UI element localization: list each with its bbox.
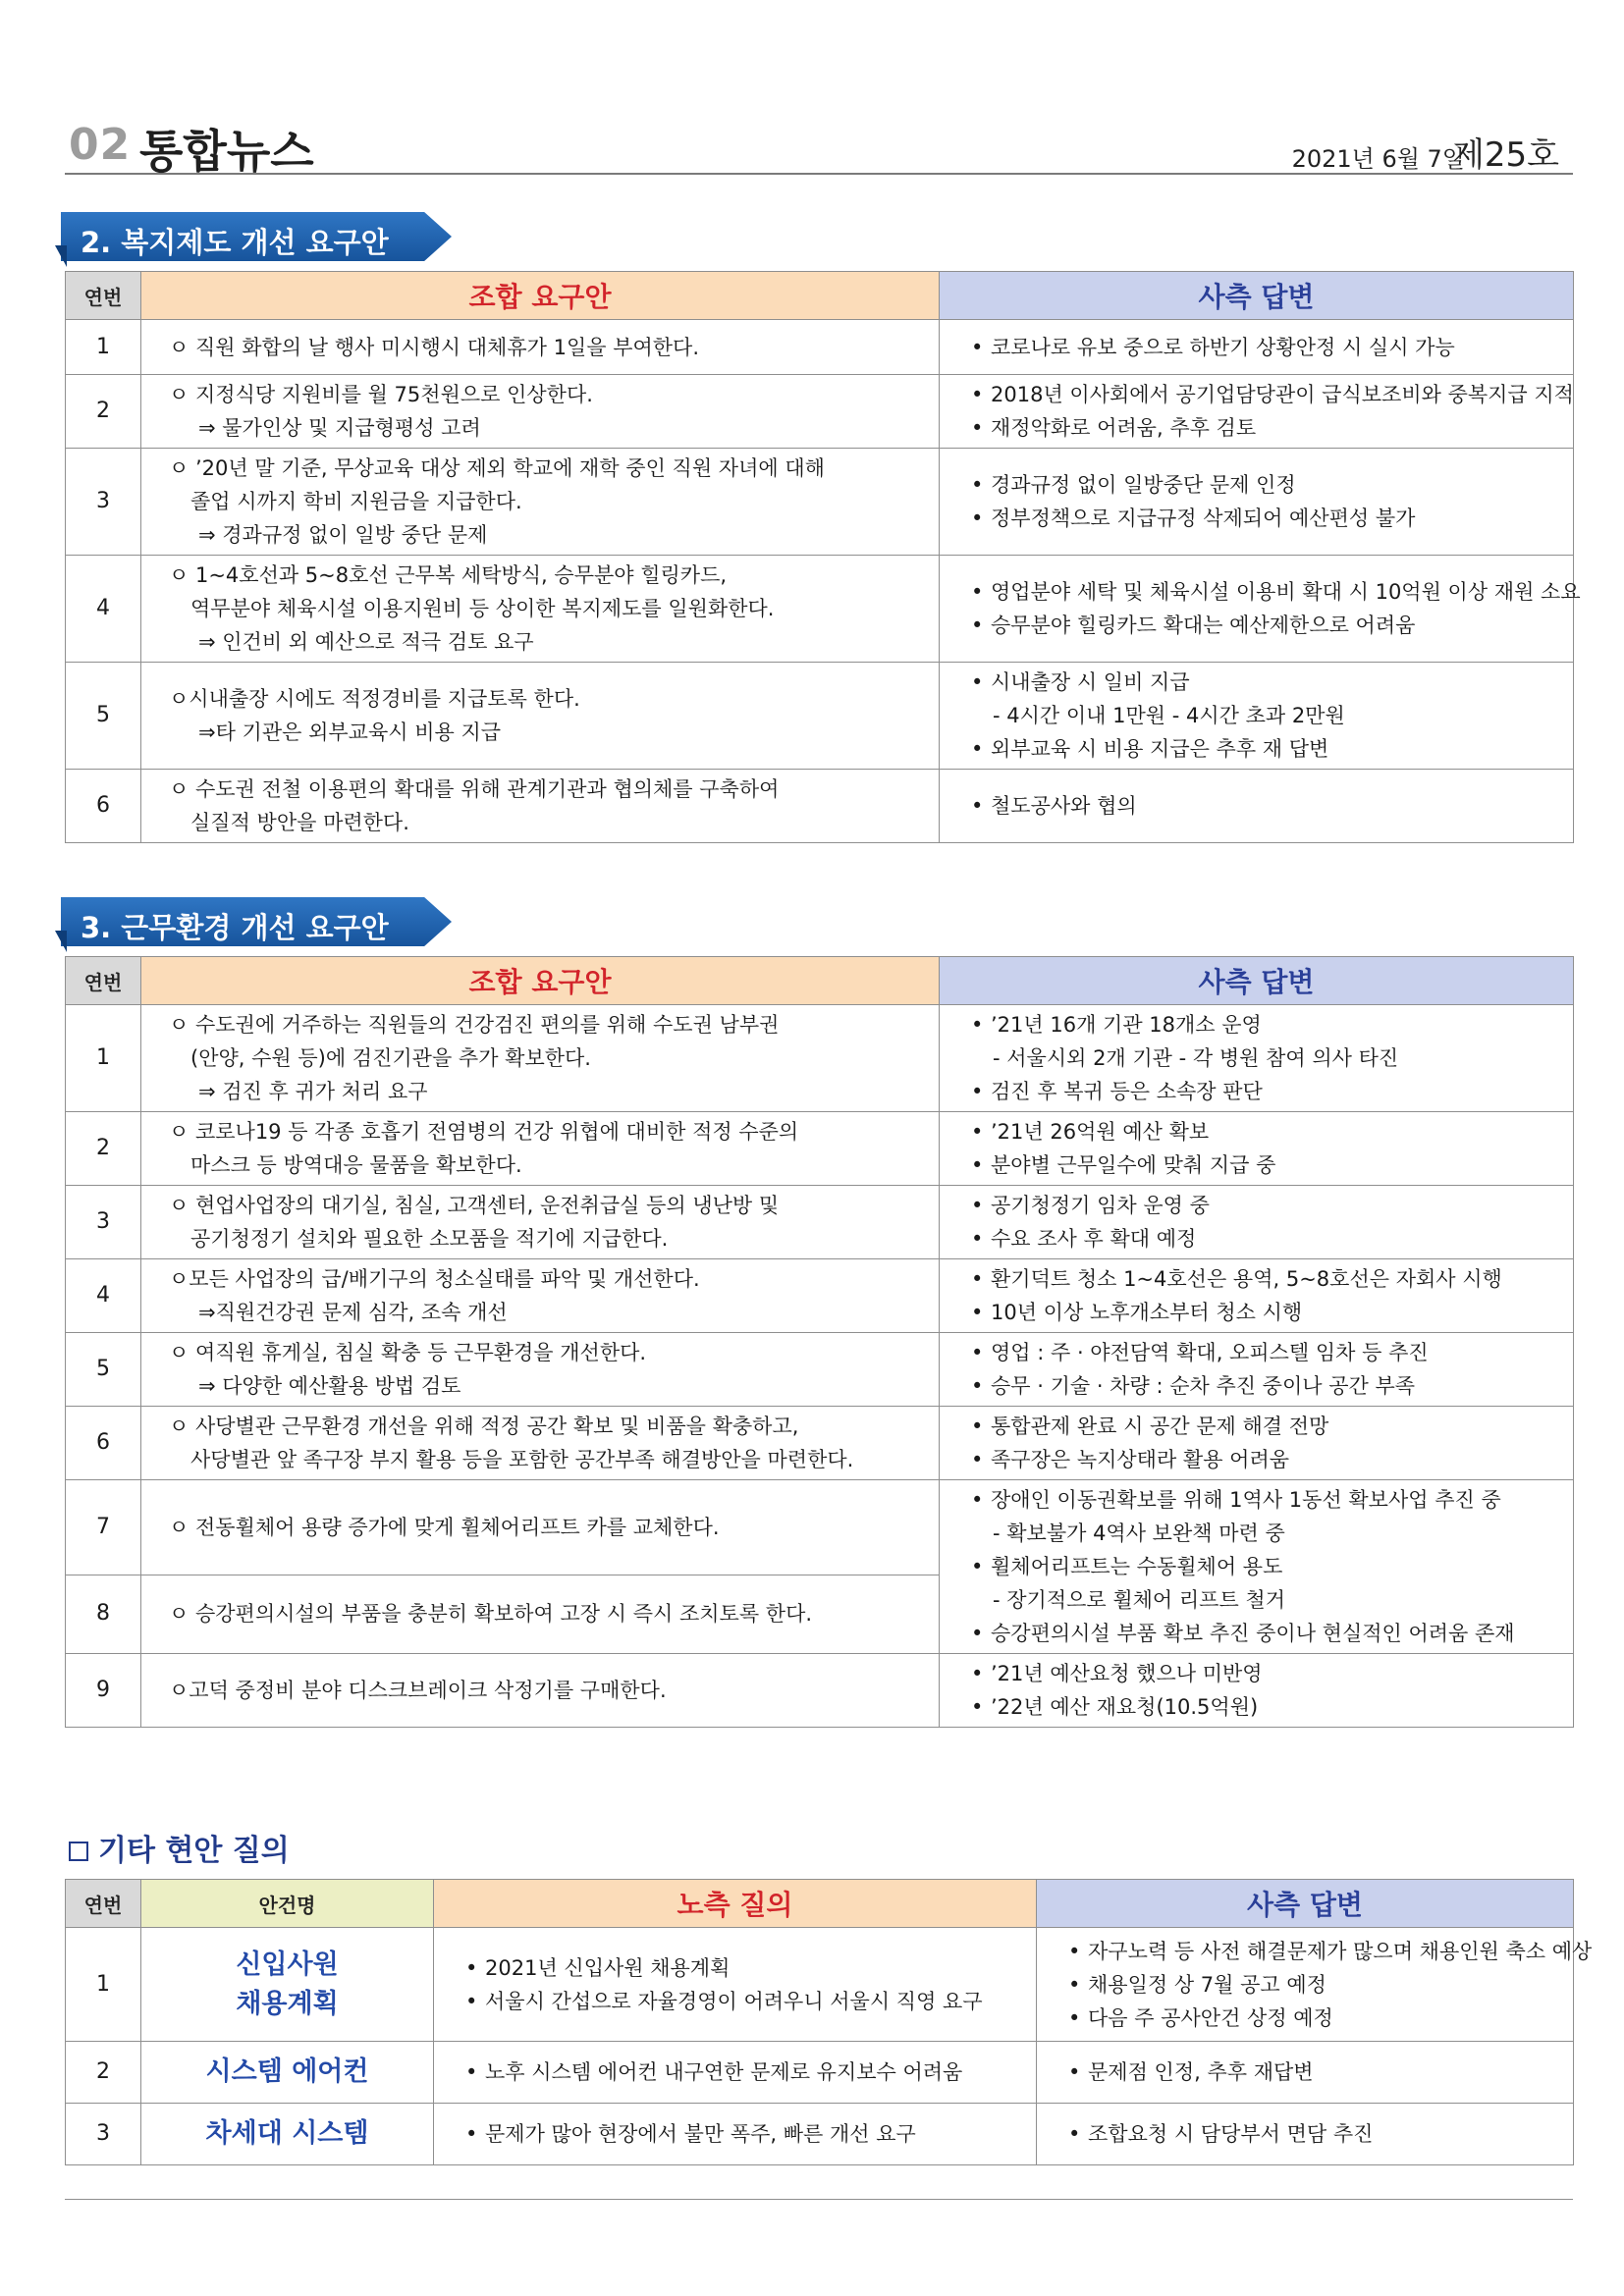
reply-cell bbox=[940, 1654, 1574, 1728]
reply-cell bbox=[940, 1259, 1574, 1333]
reply-bullet: • 외부교육 시 비용 지급은 추후 재 답변 bbox=[971, 732, 1567, 766]
page-title: 통합뉴스 bbox=[139, 125, 314, 178]
demand-line: ⇒ 다양한 예산활용 방법 검토 bbox=[198, 1374, 461, 1398]
table-row bbox=[66, 1480, 1574, 1575]
demand-cell bbox=[141, 1186, 940, 1259]
demand-line: ⇒타 기관은 외부교육시 비용 지급 bbox=[198, 721, 502, 744]
reply-cell bbox=[1037, 1928, 1593, 2042]
demand-cell bbox=[141, 1654, 940, 1728]
reply-bullet: • 영업분야 세탁 및 체육시설 이용비 확대 시 10억원 이상 재원 소요 bbox=[971, 575, 1567, 609]
reply-bullet: • 10년 이상 노후개소부터 청소 시행 bbox=[971, 1296, 1567, 1329]
topic-name: 시스템 에어컨 bbox=[205, 2056, 369, 2087]
reply-bullet: • ’22년 예산 재요청(10.5억원) bbox=[971, 1690, 1567, 1724]
col-union-header: 조합 요구안 bbox=[141, 957, 940, 1005]
demand-line: ㅇ 지정식당 지원비를 월 75천원으로 인상한다. bbox=[169, 383, 593, 406]
row-number: 3 bbox=[66, 2104, 141, 2165]
question-cell bbox=[434, 2042, 1037, 2104]
demand-cell bbox=[141, 556, 940, 663]
demand-line: ㅇ모든 사업장의 급/배기구의 청소실태를 파악 및 개선한다. bbox=[169, 1267, 700, 1291]
question-cell bbox=[434, 1928, 1037, 2042]
table-row bbox=[66, 320, 1574, 375]
reply-bullet: • 서울시 간섭으로 자율경영이 어려우니 서울시 직영 요구 bbox=[465, 1985, 1030, 2018]
other-issues-title: 기타 현안 질의 bbox=[98, 1834, 290, 1868]
table-header-row bbox=[66, 957, 1574, 1005]
demand-line: ㅇ 1~4호선과 5~8호선 근무복 세탁방식, 승무분야 힐링카드, bbox=[169, 563, 728, 587]
reply-cell bbox=[940, 1333, 1574, 1407]
table-row bbox=[66, 1259, 1574, 1333]
row-number: 8 bbox=[66, 1575, 141, 1653]
reply-bullet: • 휠체어리프트는 수동휠체어 용도 bbox=[971, 1550, 1567, 1583]
reply-bullet: • 조합요청 시 담당부서 면담 추진 bbox=[1068, 2117, 1567, 2151]
demand-line: (안양, 수원 등)에 검진기관을 추가 확보한다. bbox=[190, 1046, 591, 1070]
reply-bullet: • 2018년 이사회에서 공기업담당관이 급식보조비와 중복지급 지적 bbox=[971, 378, 1567, 411]
row-number: 2 bbox=[66, 375, 141, 449]
col-num-header: 연번 bbox=[66, 1880, 141, 1928]
reply-cell bbox=[940, 770, 1574, 843]
reply-bullet: • 통합관제 완료 시 공간 문제 해결 전망 bbox=[971, 1410, 1567, 1443]
reply-bullet: • 검진 후 복귀 등은 소속장 판단 bbox=[971, 1075, 1567, 1108]
demand-line: ㅇ 승강편의시설의 부품을 충분히 확보하여 고장 시 즉시 조치토록 한다. bbox=[169, 1602, 813, 1627]
topic-name: 채용계획 bbox=[236, 1988, 339, 2019]
other-issues-table bbox=[65, 1879, 1593, 2165]
table-row bbox=[66, 1654, 1574, 1728]
demand-line: ㅇ시내출장 시에도 적정경비를 지급토록 한다. bbox=[169, 687, 580, 711]
demand-line: ⇒ 물가인상 및 지급형평성 고려 bbox=[198, 416, 481, 440]
col-topic-header: 안건명 bbox=[141, 1880, 434, 1928]
reply-cell bbox=[940, 663, 1574, 770]
reply-cell bbox=[940, 1112, 1574, 1186]
table-row bbox=[66, 2104, 1574, 2165]
environment-table bbox=[65, 956, 1574, 1728]
issue-number: 제25호 bbox=[1452, 135, 1559, 175]
row-number: 2 bbox=[66, 2042, 141, 2104]
topic-cell bbox=[141, 2104, 434, 2165]
demand-line: ㅇ 여직원 휴게실, 침실 확충 등 근무환경을 개선한다. bbox=[169, 1341, 647, 1364]
topic-name: 신입사원 bbox=[236, 1949, 339, 1980]
section-title: 2. 복지제도 개선 요구안 bbox=[81, 226, 389, 259]
reply-bullet: • 노후 시스템 에어컨 내구연한 문제로 유지보수 어려움 bbox=[465, 2056, 1030, 2089]
question-cell bbox=[434, 2104, 1037, 2165]
footer-divider bbox=[65, 2199, 1573, 2200]
row-number: 6 bbox=[66, 1407, 141, 1480]
reply-bullet: • 족구장은 녹지상태라 활용 어려움 bbox=[971, 1443, 1567, 1476]
demand-cell bbox=[141, 1259, 940, 1333]
table-row bbox=[66, 770, 1574, 843]
demand-cell bbox=[141, 1480, 940, 1575]
demand-cell bbox=[141, 770, 940, 843]
row-number: 3 bbox=[66, 449, 141, 556]
reply-bullet: • 환기덕트 청소 1~4호선은 용역, 5~8호선은 자회사 시행 bbox=[971, 1262, 1567, 1296]
reply-bullet: • 승강편의시설 부품 확보 추진 중이나 현실적인 어려움 존재 bbox=[971, 1617, 1567, 1650]
demand-line: ㅇ 사당별관 근무환경 개선을 위해 적정 공간 확보 및 비품을 확충하고, bbox=[169, 1415, 799, 1438]
row-number: 5 bbox=[66, 663, 141, 770]
col-mgmt-header: 사측 답변 bbox=[940, 272, 1574, 320]
reply-cell bbox=[1037, 2104, 1574, 2165]
row-number: 1 bbox=[66, 1005, 141, 1112]
section-title: 3. 근무환경 개선 요구안 bbox=[81, 911, 389, 944]
reply-bullet: • 경과규정 없이 일방중단 문제 인정 bbox=[971, 468, 1567, 502]
reply-bullet: • 정부정책으로 지급규정 삭제되어 예산편성 불가 bbox=[971, 502, 1567, 535]
reply-subline: - 서울시외 2개 기관 - 각 병원 참여 의사 타진 bbox=[993, 1046, 1399, 1070]
row-number: 1 bbox=[66, 320, 141, 375]
row-number: 1 bbox=[66, 1928, 141, 2042]
col-question-header: 노측 질의 bbox=[434, 1880, 1037, 1928]
table-row bbox=[66, 449, 1574, 556]
demand-line: ㅇ고덕 중정비 분야 디스크브레이크 삭정기를 구매한다. bbox=[169, 1679, 667, 1702]
table-header-row bbox=[66, 1880, 1574, 1928]
table-row bbox=[66, 1333, 1574, 1407]
demand-line: ㅇ ’20년 말 기준, 무상교육 대상 제외 학교에 재학 중인 직원 자녀에 대해 bbox=[169, 456, 825, 480]
reply-bullet: • 재정악화로 어려움, 추후 검토 bbox=[971, 411, 1567, 445]
col-num-header: 연번 bbox=[66, 957, 141, 1005]
reply-bullet: • 철도공사와 협의 bbox=[971, 789, 1567, 823]
reply-bullet: • 채용일정 상 7월 공고 예정 bbox=[1068, 1968, 1567, 2002]
col-union-header: 조합 요구안 bbox=[141, 272, 940, 320]
reply-bullet: • 문제점 인정, 추후 재답변 bbox=[1068, 2056, 1567, 2089]
demand-line: ㅇ 코로나19 등 각종 호흡기 전염병의 건강 위협에 대비한 적정 수준의 bbox=[169, 1120, 799, 1144]
demand-line: ㅇ 수도권 전철 이용편의 확대를 위해 관계기관과 협의체를 구축하여 bbox=[169, 777, 780, 801]
reply-cell bbox=[940, 556, 1581, 663]
reply-cell bbox=[940, 449, 1574, 556]
reply-subline: - 확보불가 4역사 보완책 마련 중 bbox=[993, 1522, 1285, 1545]
reply-cell bbox=[940, 320, 1574, 375]
reply-subline: - 4시간 이내 1만원 - 4시간 초과 2만원 bbox=[993, 704, 1345, 727]
table-row bbox=[66, 375, 1574, 449]
demand-line: ⇒ 검진 후 귀가 처리 요구 bbox=[198, 1080, 428, 1103]
welfare-table bbox=[65, 271, 1581, 843]
demand-line: ㅇ 직원 화합의 날 행사 미시행시 대체휴가 1일을 부여한다. bbox=[169, 335, 700, 359]
row-number: 3 bbox=[66, 1186, 141, 1259]
demand-cell bbox=[141, 1575, 940, 1653]
demand-line: ㅇ 현업사업장의 대기실, 침실, 고객센터, 운전취급실 등의 냉난방 및 bbox=[169, 1194, 780, 1217]
demand-cell bbox=[141, 1407, 940, 1480]
table-row bbox=[66, 1928, 1574, 2042]
table-row bbox=[66, 1407, 1574, 1480]
row-number: 2 bbox=[66, 1112, 141, 1186]
table-header-row bbox=[66, 272, 1574, 320]
row-number: 4 bbox=[66, 556, 141, 663]
demand-cell bbox=[141, 663, 940, 770]
reply-bullet: • 문제가 많아 현장에서 불만 폭주, 빠른 개선 요구 bbox=[465, 2117, 1030, 2151]
reply-cell bbox=[940, 1407, 1574, 1480]
col-num-header: 연번 bbox=[66, 272, 141, 320]
reply-bullet: • 코로나로 유보 중으로 하반기 상황안정 시 실시 가능 bbox=[971, 331, 1567, 364]
reply-bullet: • 장애인 이동권확보를 위해 1역사 1동선 확보사업 추진 중 bbox=[971, 1483, 1567, 1517]
row-number: 5 bbox=[66, 1333, 141, 1407]
topic-cell bbox=[141, 1928, 434, 2042]
reply-bullet: • 다음 주 공사안건 상정 예정 bbox=[1068, 2002, 1567, 2035]
reply-bullet: • 수요 조사 후 확대 예정 bbox=[971, 1222, 1567, 1255]
demand-cell bbox=[141, 1005, 940, 1112]
row-number: 6 bbox=[66, 770, 141, 843]
demand-line: 실질적 방안을 마련한다. bbox=[190, 811, 409, 834]
reply-bullet: • 승무 · 기술 · 차량 : 순차 추진 중이나 공간 부족 bbox=[971, 1369, 1567, 1403]
reply-bullet: • ’21년 26억원 예산 확보 bbox=[971, 1115, 1567, 1148]
demand-line: 마스크 등 방역대응 물품을 확보한다. bbox=[190, 1153, 522, 1177]
row-number: 4 bbox=[66, 1259, 141, 1333]
row-number: 7 bbox=[66, 1480, 141, 1575]
reply-bullet: • 2021년 신입사원 채용계획 bbox=[465, 1951, 1030, 1985]
reply-bullet: • ’21년 16개 기관 18개소 운영 bbox=[971, 1008, 1567, 1041]
demand-line: 역무분야 체육시설 이용지원비 등 상이한 복지제도를 일원화한다. bbox=[190, 597, 775, 620]
topic-cell bbox=[141, 2042, 434, 2104]
reply-cell bbox=[940, 375, 1574, 449]
demand-line: 졸업 시까지 학비 지원금을 지급한다. bbox=[190, 490, 522, 513]
reply-cell bbox=[940, 1186, 1574, 1259]
table-row bbox=[66, 1005, 1574, 1112]
page-number: 02 bbox=[69, 120, 132, 170]
demand-line: 공기청정기 설치와 필요한 소모품을 적기에 지급한다. bbox=[190, 1227, 669, 1251]
reply-bullet: • 공기청정기 임차 운영 중 bbox=[971, 1189, 1567, 1222]
demand-cell bbox=[141, 449, 940, 556]
col-mgmt-header: 사측 답변 bbox=[1037, 1880, 1574, 1928]
table-row bbox=[66, 663, 1574, 770]
other-issues-heading bbox=[69, 1826, 290, 1869]
reply-subline: - 장기적으로 휠체어 리프트 철거 bbox=[993, 1588, 1285, 1612]
page-header bbox=[65, 116, 1573, 178]
reply-bullet: • 분야별 근무일수에 맞춰 지급 중 bbox=[971, 1148, 1567, 1182]
section-banner-environment bbox=[61, 897, 452, 946]
demand-line: ㅇ 전동휠체어 용량 증가에 맞게 휠체어리프트 카를 교체한다. bbox=[169, 1515, 720, 1539]
reply-cell bbox=[940, 1480, 1574, 1654]
topic-name: 차세대 시스템 bbox=[205, 2118, 369, 2149]
demand-cell bbox=[141, 320, 940, 375]
demand-line: ⇒직원건강권 문제 심각, 조속 개선 bbox=[198, 1301, 508, 1324]
reply-bullet: • 시내출장 시 일비 지급 bbox=[971, 666, 1567, 699]
reply-bullet: • 자구노력 등 사전 해결문제가 많으며 채용인원 축소 예상 bbox=[1068, 1935, 1567, 1968]
demand-line: ⇒ 경과규정 없이 일방 중단 문제 bbox=[198, 523, 488, 547]
reply-bullet: • ’21년 예산요청 했으나 미반영 bbox=[971, 1657, 1567, 1690]
demand-line: ⇒ 인건비 외 예산으로 적극 검토 요구 bbox=[198, 630, 534, 654]
issue-date: 2021년 6월 7일 bbox=[1291, 145, 1465, 173]
row-number: 9 bbox=[66, 1654, 141, 1728]
checkbox-square-icon bbox=[69, 1842, 88, 1861]
table-row bbox=[66, 556, 1574, 663]
reply-cell bbox=[1037, 2042, 1574, 2104]
section-banner-welfare bbox=[61, 212, 452, 261]
demand-line: ㅇ 수도권에 거주하는 직원들의 건강검진 편의를 위해 수도권 남부권 bbox=[169, 1013, 780, 1037]
col-mgmt-header: 사측 답변 bbox=[940, 957, 1574, 1005]
reply-bullet: • 영업 : 주 · 야전담역 확대, 오피스텔 임차 등 추진 bbox=[971, 1336, 1567, 1369]
demand-line: 사당별관 앞 족구장 부지 활용 등을 포함한 공간부족 해결방안을 마련한다. bbox=[190, 1448, 854, 1471]
demand-cell bbox=[141, 1112, 940, 1186]
table-row bbox=[66, 1186, 1574, 1259]
reply-bullet: • 승무분야 힐링카드 확대는 예산제한으로 어려움 bbox=[971, 609, 1567, 642]
demand-cell bbox=[141, 1333, 940, 1407]
demand-cell bbox=[141, 375, 940, 449]
table-row bbox=[66, 1112, 1574, 1186]
table-row bbox=[66, 2042, 1574, 2104]
reply-cell bbox=[940, 1005, 1574, 1112]
